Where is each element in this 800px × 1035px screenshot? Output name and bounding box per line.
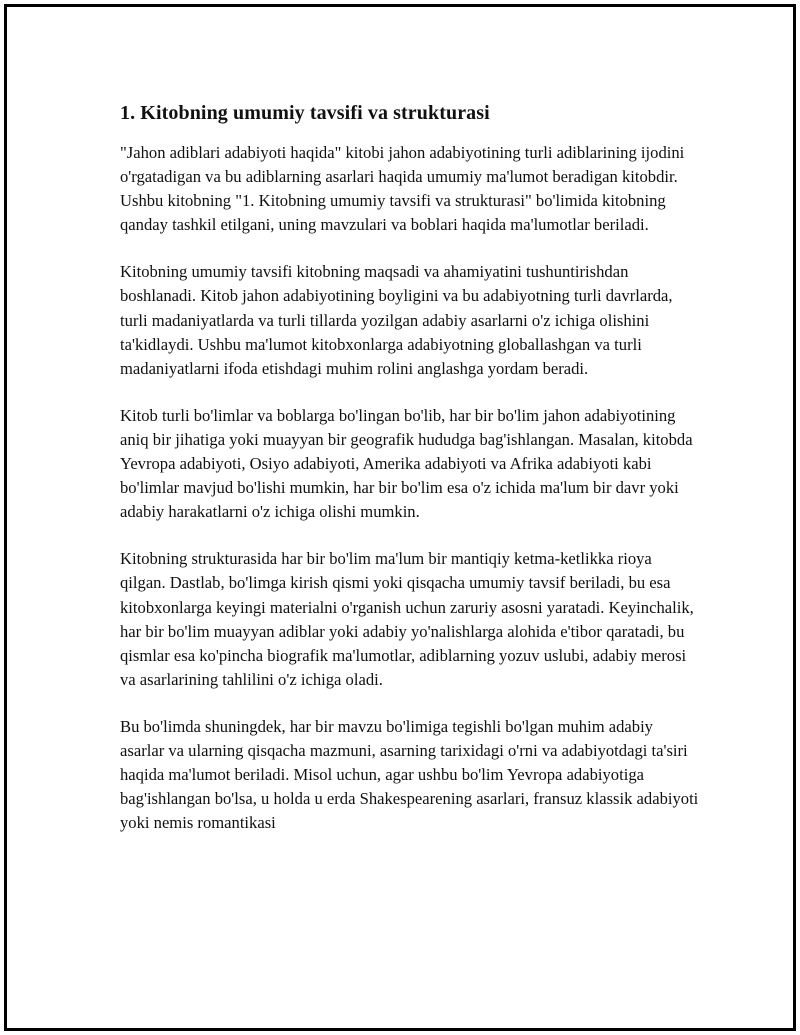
document-body [120, 97, 700, 858]
paragraph-works: Bu bo'limda shuningdek, har bir mavzu bo'limiga tegishli bo'lgan muhim adabiy asarlar va ularning qisqacha mazmuni, asarning tarixidagi o'rni va adabiyotdagi ta'siri haqida ma'lumot beriladi. Misol uchun, agar ushbu bo'lim Yevropa adabiyotiga bag'ishlangan bo'lsa, u holda u erda Shakespearening asarlari, fransuz klassik adabiyoti yoki nemis romantikasi [120, 716, 699, 833]
page-frame [4, 4, 796, 1031]
paragraph-structure: Kitobning strukturasida har bir bo'lim ma'lum bir mantiqiy ketma-ketlikka rioya qilgan. Dastlab, bo'limga kirish qismi yoki qisqacha umumiy tavsif beriladi, bu esa kitobxonlarga keyingi materialni o'rganish uchun zaruriy asosni yaratadi. Keyinchalik, har bir bo'lim muayyan adiblar yoki adabiy yo'nalishlarga alohida e'tibor qaratadi, bu qismlar esa ko'pincha biografik ma'lumotlar, adiblarning yozuv uslubi, adabiy merosi va asarlarining tahlilini o'z ichiga oladi. [120, 549, 694, 689]
paragraph-general-description: Kitobning umumiy tavsifi kitobning maqsadi va ahamiyatini tushuntirishdan boshlanadi. Kitob jahon adabiyotining boyligini va bu adabiyotning turli davrlarda, turli madaniyatlarda va turli tillarda yozilgan adabiy asarlarni o'z ichiga olishini ta'kidlaydi. Ushbu ma'lumot kitobxonlarga adabiyotning globallashgan va turli madaniyatlarni ifoda etishdagi muhim rolini anglashga yordam beradi. [120, 262, 673, 378]
paragraph-sections: Kitob turli bo'limlar va boblarga bo'lingan bo'lib, har bir bo'lim jahon adabiyotining aniq bir jihatiga yoki muayyan bir geografik hududga bag'ishlangan. Masalan, kitobda Yevropa adabiyoti, Osiyo adabiyoti, Amerika adabiyoti va Afrika adabiyoti kabi bo'limlar mavjud bo'lishi mumkin, har bir bo'lim esa o'z ichida ma'lum bir davr yoki adabiy harakatlarni o'z ichiga olishi mumkin. [120, 405, 693, 522]
paragraph-intro: "Jahon adiblari adabiyoti haqida" kitobi jahon adabiyotining turli adiblarining ijodini o'rgatadigan va bu adiblarning asarlari haqida umumiy ma'lumot beradigan kitobdir. Ushbu kitobning "1. Kitobning umumiy tavsifi va strukturasi" bo'limida kitobning qanday tashkil etilgani, uning mavzulari va boblari haqida ma'lumotlar beriladi. [120, 143, 685, 235]
section-heading: 1. Kitobning umumiy tavsifi va strukturasi [120, 102, 490, 124]
